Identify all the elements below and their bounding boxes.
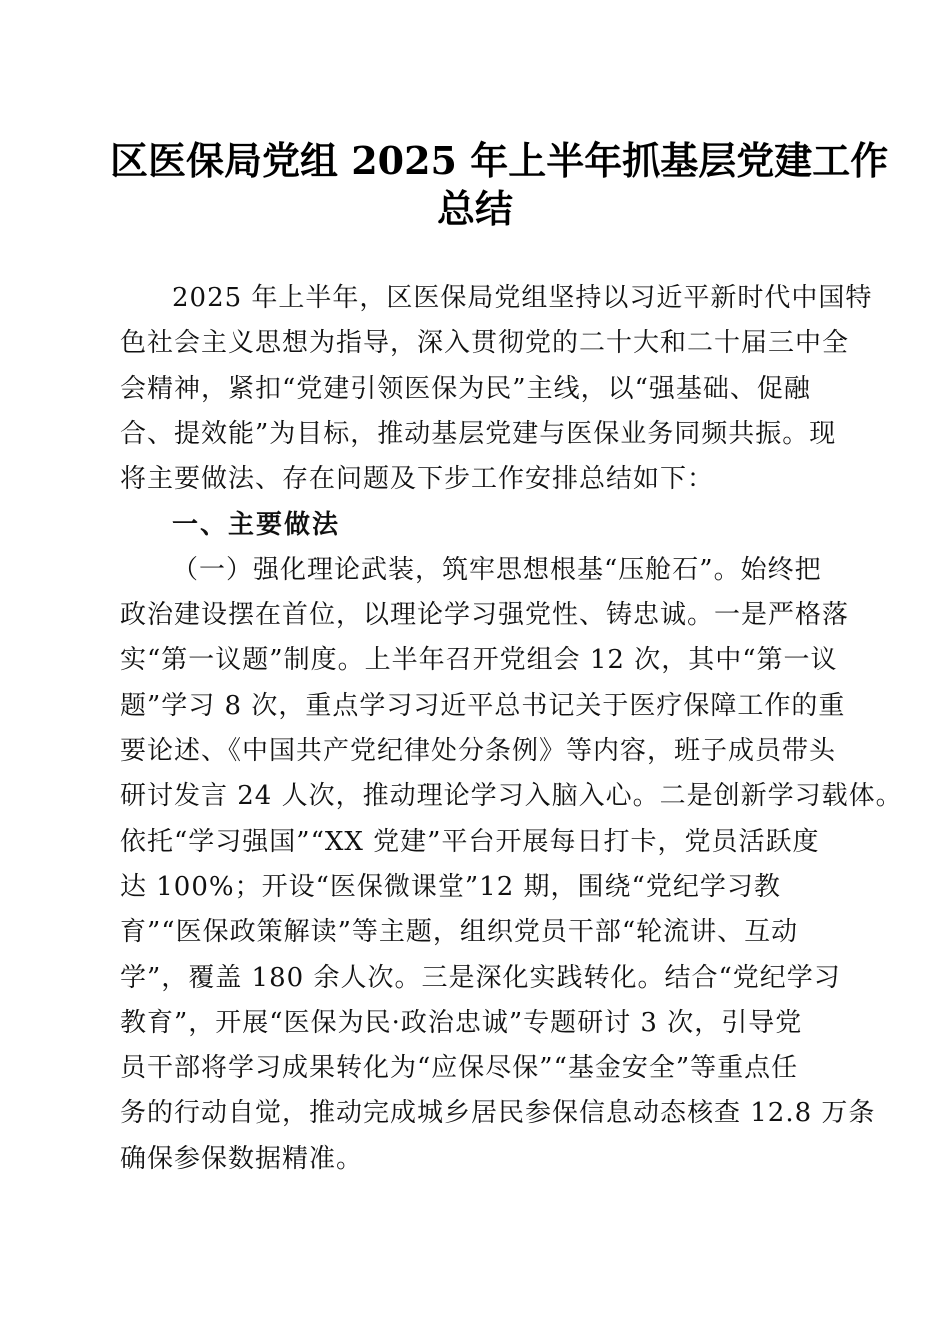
body-text-line: 要论述、《中国共产党纪律处分条例》等内容，班子成员带头 xyxy=(120,736,837,766)
body-text-line: 员干部将学习成果转化为“应保尽保”“基金安全”等重点任 xyxy=(120,1053,799,1084)
body-text-line: 政治建设摆在首位，以理论学习强党性、铸忠诚。一是严格落 xyxy=(120,600,850,631)
body-text-line: 2025 年上半年，区医保局党组坚持以习近平新时代中国特 xyxy=(172,283,873,313)
body-text-line: 育”“医保政策解读”等主题，组织党员干部“轮流讲、互动 xyxy=(120,917,799,948)
section-heading: 一、主要做法 xyxy=(172,509,341,540)
body-text-line: 题”学习 8 次，重点学习习近平总书记关于医疗保障工作的重 xyxy=(120,690,846,721)
body-text-line: 实“第一议题”制度。上半年召开党组会 12 次，其中“第一议 xyxy=(120,645,838,676)
body-text-line: 确保参保数据精准。 xyxy=(120,1143,364,1174)
body-text-line: （一）强化理论武装，筑牢思想根基“压舱石”。始终把 xyxy=(172,554,822,585)
body-text-line: 教育”，开展“医保为民·政治忠诚”专题研讨 3 次，引导党 xyxy=(120,1007,803,1038)
body-text-line: 务的行动自觉，推动完成城乡居民参保信息动态核查 12.8 万条 xyxy=(120,1098,876,1129)
body-text-line: 学”，覆盖 180 余人次。三是深化实践转化。结合“党纪学习 xyxy=(120,962,841,993)
body-text-line: 达 100%；开设“医保微课堂”12 期，围绕“党纪学习教 xyxy=(120,871,781,902)
document-title-line-1: 区医保局党组 2025 年上半年抓基层党建工作 xyxy=(110,138,889,183)
body-text-line: 依托“学习强国”“XX 党建”平台开展每日打卡，党员活跃度 xyxy=(120,826,820,857)
body-text-line: 色社会主义思想为指导，深入贯彻党的二十大和二十届三中全 xyxy=(120,328,850,359)
document-title-line-2: 总结 xyxy=(436,186,513,231)
body-text-line: 研讨发言 24 人次，推动理论学习入脑入心。二是创新学习载体。 xyxy=(120,781,903,812)
body-text-line: 合、提效能”为目标，推动基层党建与医保业务同频共振。现 xyxy=(120,418,837,449)
body-text-line: 将主要做法、存在问题及下步工作安排总结如下： xyxy=(120,464,715,495)
body-text-line: 会精神，紧扣“党建引领医保为民”主线，以“强基础、促融 xyxy=(120,373,811,404)
